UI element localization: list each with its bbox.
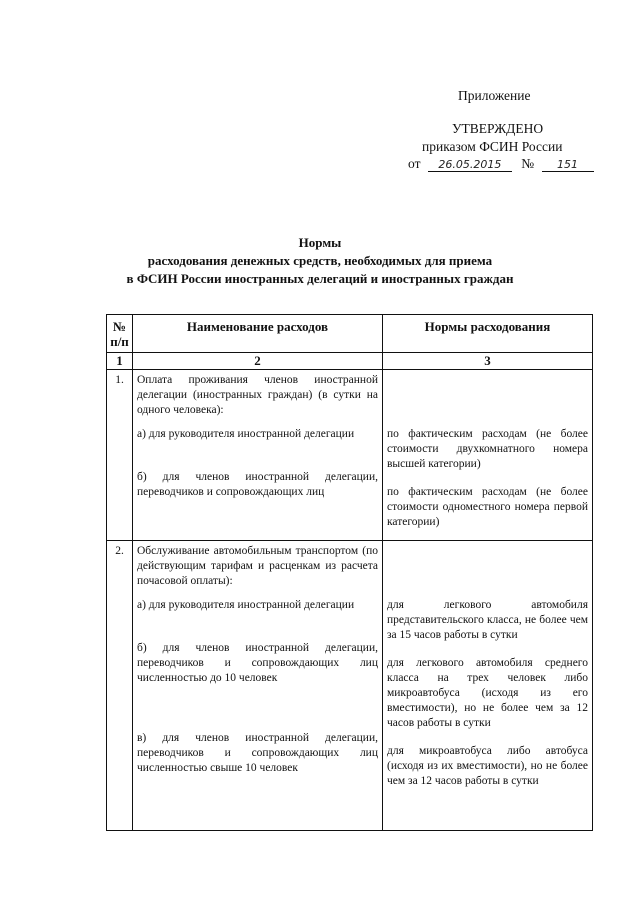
item-norm: для легкового автомобиля среднего класса на трех человек либо микроавтобуса (исходя из его вместимости), но не более чем за 12 часов работы в сутки: [387, 657, 588, 729]
order-label: приказом ФСИН России: [422, 139, 563, 154]
header-norms: Нормы расходования: [383, 315, 593, 353]
table-header-row: [107, 315, 593, 353]
number-label: №: [521, 156, 535, 171]
item-norm: для легкового автомобиля представительского класса, не более чем за 15 часов работы в сутки: [387, 599, 588, 641]
row-2-name-cell: [133, 541, 383, 831]
from-label: от: [408, 156, 421, 171]
col-number-3: 3: [383, 353, 593, 370]
approved-label: УТВЕРЖДЕНО: [452, 121, 544, 136]
row-number: 1.: [107, 370, 133, 541]
order-number: 151: [542, 158, 594, 172]
appendix-label: Приложение: [458, 88, 531, 103]
title-line-2: расходования денежных средств, необходимых для приема: [147, 253, 493, 268]
document-title: [0, 234, 640, 288]
norms-table: [106, 314, 593, 831]
row-title: Обслуживание автомобильным транспортом (по действующим тарифам и расценкам из расчета почасовой оплаты):: [137, 545, 378, 587]
row-number: 2.: [107, 541, 133, 831]
item-norm: по фактическим расходам (не более стоимости двухкомнатного номера высшей категории): [387, 428, 588, 470]
order-date: 26.05.2015: [428, 158, 512, 172]
table-row: [107, 370, 593, 541]
col-number-2: 2: [133, 353, 383, 370]
header-name: Наименование расходов: [133, 315, 383, 353]
title-line-3: в ФСИН России иностранных делегаций и иностранных граждан: [126, 271, 514, 286]
item-norm: по фактическим расходам (не более стоимости одноместного номера первой категории): [387, 486, 588, 528]
row-title: Оплата проживания членов иностранной делегации (иностранных граждан) (в сутки на одного человека):: [137, 374, 378, 416]
row-2-norms-cell: [383, 541, 593, 831]
row-1-name-cell: [133, 370, 383, 541]
item-name: б) для членов иностранной делегации, переводчиков и сопровождающих лиц: [137, 471, 378, 498]
column-number-row: [107, 353, 593, 370]
order-date-line: [408, 156, 594, 172]
table-row: [107, 541, 593, 831]
title-line-1: Нормы: [298, 235, 342, 250]
item-name: б) для членов иностранной делегации, переводчиков и сопровождающих лиц численностью до 10 человек: [137, 642, 378, 684]
item-name: а) для руководителя иностранной делегации: [137, 428, 355, 440]
header-no: № п/п: [107, 315, 133, 353]
item-norm: для микроавтобуса либо автобуса (исходя из их вместимости), но не более чем за 12 часов работы в сутки: [387, 745, 588, 787]
item-name: а) для руководителя иностранной делегации: [137, 599, 355, 611]
row-1-norms-cell: [383, 370, 593, 541]
item-name: в) для членов иностранной делегации, переводчиков и сопровождающих лиц численностью свыше 10 человек: [137, 732, 378, 774]
col-number-1: 1: [107, 353, 133, 370]
